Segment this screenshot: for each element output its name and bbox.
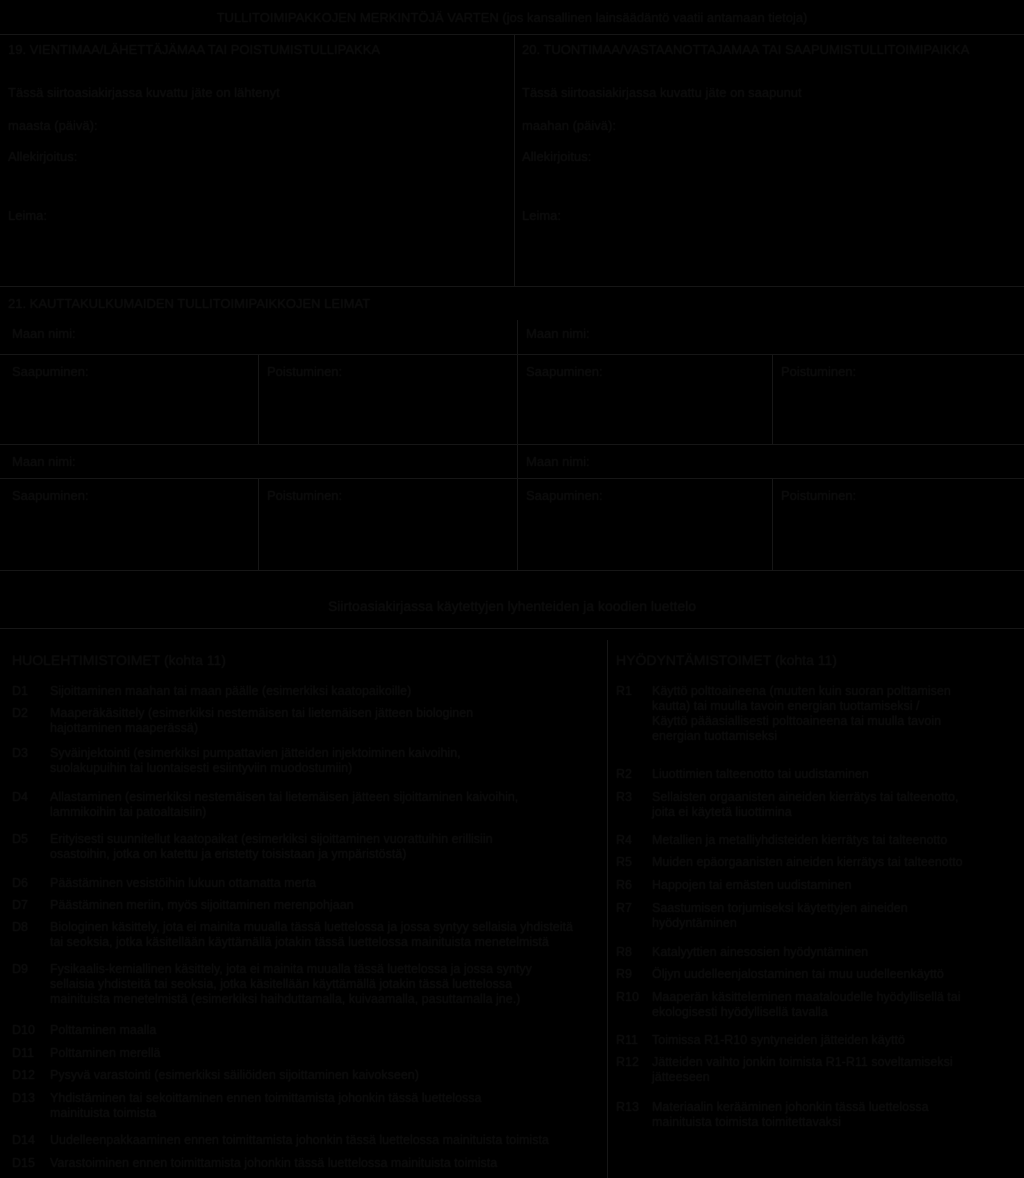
recovery-item-code: R6 xyxy=(616,878,632,892)
recovery-item-description: Maaperän käsitteleminen maataloudelle hyödyllisellä tai ekologisesti hyödyllisellä tavalla xyxy=(652,990,961,1019)
transit3-arrival-field[interactable]: Saapuminen: xyxy=(12,488,89,503)
disposal-item-description: Polttaminen maalla xyxy=(50,1023,157,1037)
recovery-item-description: Käyttö polttoaineena (muuten kuin suoran polttamisen kautta) tai muulla tavoin energian tuottamiseksi / Käyttö pääasiallisesti polttoaineena tai muulla tavoin energian tuottamiseksi xyxy=(652,684,951,743)
disposal-title: HUOLEHTIMISTOIMET (kohta 11) xyxy=(12,652,226,668)
customs-header-title: TULLITOIMIPAKKOJEN MERKINTÖJÄ VARTEN (jos kansallinen lainsäädäntö vaatii antamaan tietoja) xyxy=(216,10,808,25)
transit2-arrival-field[interactable]: Saapuminen: xyxy=(526,364,603,379)
recovery-item-description: Metallien ja metalliyhdisteiden kierrätys tai talteenotto xyxy=(652,833,948,847)
disposal-item-code: D1 xyxy=(12,684,28,698)
recovery-item-description: Sellaisten orgaanisten aineiden kierrätys tai talteenotto, joita ei käytetä liuottimina xyxy=(652,790,959,819)
divider xyxy=(0,478,1024,479)
disposal-item-code: D7 xyxy=(12,898,28,912)
disposal-item-code: D3 xyxy=(12,746,28,760)
recovery-item-code: R12 xyxy=(616,1055,639,1069)
divider xyxy=(0,286,1024,287)
recovery-item-description: Materiaalin kerääminen johonkin tässä luettelossa mainituista toimista toimitettavaksi xyxy=(652,1100,929,1129)
recovery-item-code: R7 xyxy=(616,901,632,915)
transit4-arrival-field[interactable]: Saapuminen: xyxy=(526,488,603,503)
box19-stamp-field[interactable]: Leima: xyxy=(8,208,48,223)
recovery-item-description: Happojen tai emästen uudistaminen xyxy=(652,878,852,892)
recovery-item-description: Öljyn uudelleenjalostaminen tai muu uudelleenkäyttö xyxy=(652,967,944,981)
divider xyxy=(0,628,1024,629)
recovery-item-description: Jätteiden vaihto jonkin toimista R1-R11 soveltamiseksi jätteeseen xyxy=(652,1055,953,1084)
box21-title: 21. KAUTTAKULKUMAIDEN TULLITOIMIPAIKKOJEN LEIMAT xyxy=(8,296,371,311)
divider xyxy=(0,34,1024,35)
divider xyxy=(772,354,773,444)
box20-signature-field[interactable]: Allekirjoitus: xyxy=(522,149,592,164)
divider xyxy=(0,354,1024,355)
divider xyxy=(772,478,773,570)
transit4-country-field[interactable]: Maan nimi: xyxy=(526,454,590,469)
divider xyxy=(0,444,1024,445)
disposal-item-description: Pysyvä varastointi (esimerkiksi säiliöiden sijoittaminen kaivokseen) xyxy=(50,1068,419,1082)
transit1-departure-field[interactable]: Poistuminen: xyxy=(267,364,343,379)
recovery-item-code: R5 xyxy=(616,855,632,869)
disposal-item-description: Syväinjektointi (esimerkiksi pumpattavien jätteiden injektoiminen kaivoihin, suolakupuihin tai luontaisesti esiintyviin muodostumiin) xyxy=(50,746,461,775)
disposal-item-code: D9 xyxy=(12,962,28,976)
disposal-item-code: D13 xyxy=(12,1091,35,1105)
transit2-departure-field[interactable]: Poistuminen: xyxy=(781,364,857,379)
disposal-item-description: Sijoittaminen maahan tai maan päälle (esimerkiksi kaatopaikoille) xyxy=(50,684,412,698)
disposal-item-description: Biologinen käsittely, jota ei mainita muualla tässä luettelossa ja jossa syntyy sellaisia yhdisteitä tai seoksia, jotka käsitellään käyttämällä jotakin tässä luettelossa mainituista menetelmistä xyxy=(50,920,573,949)
recovery-item-description: Muiden epäorgaanisten aineiden kierrätys tai talteenotto xyxy=(652,855,963,869)
disposal-item-description: Polttaminen merellä xyxy=(50,1046,161,1060)
disposal-item-code: D10 xyxy=(12,1023,35,1037)
box19-signature-field[interactable]: Allekirjoitus: xyxy=(8,149,78,164)
disposal-item-description: Fysikaalis-kemiallinen käsittely, jota ei mainita muualla tässä luettelossa ja jossa syntyy sellaisia yhdisteitä tai seoksia, jotka käsitellään käyttämällä jotakin tässä luettelossa mainituista menetelmistä (esimerkiksi haihduttamalla, kuivaamalla, pasuttamalla jne.) xyxy=(50,962,532,1006)
recovery-item-code: R3 xyxy=(616,790,632,804)
box20-stamp-field[interactable]: Leima: xyxy=(522,208,562,223)
divider xyxy=(517,320,518,570)
disposal-item-description: Varastoiminen ennen toimittamista johonkin tässä luettelossa mainituista toimista xyxy=(50,1156,498,1170)
recovery-item-code: R8 xyxy=(616,945,632,959)
disposal-item-description: Erityisesti suunnitellut kaatopaikat (esimerkiksi sijoittaminen vuorattuihin erillisiin osastoihin, jotka on katettu ja eristetty toisistaan ja ympäristöstä) xyxy=(50,832,493,861)
box19-date-field[interactable]: maasta (päivä): xyxy=(8,118,98,133)
disposal-item-code: D15 xyxy=(12,1156,35,1170)
disposal-item-code: D8 xyxy=(12,920,28,934)
disposal-item-code: D5 xyxy=(12,832,28,846)
recovery-item-code: R10 xyxy=(616,990,639,1004)
divider xyxy=(258,478,259,570)
codes-list-title: Siirtoasiakirjassa käytettyjen lyhenteiden ja koodien luettelo xyxy=(327,598,697,614)
divider xyxy=(514,34,515,286)
divider xyxy=(607,640,608,1178)
disposal-item-description: Päästäminen vesistöihin lukuun ottamatta merta xyxy=(50,876,317,890)
disposal-item-code: D2 xyxy=(12,706,28,720)
transit2-country-field[interactable]: Maan nimi: xyxy=(526,326,590,341)
recovery-item-code: R4 xyxy=(616,833,632,847)
disposal-item-code: D12 xyxy=(12,1068,35,1082)
transit1-country-field[interactable]: Maan nimi: xyxy=(12,326,76,341)
disposal-item-description: Uudelleenpakkaaminen ennen toimittamista johonkin tässä luettelossa mainituista toimista xyxy=(50,1133,549,1147)
divider xyxy=(0,570,1024,571)
divider xyxy=(258,354,259,444)
disposal-item-description: Päästäminen meriin, myös sijoittaminen merenpohjaan xyxy=(50,898,354,912)
disposal-item-code: D11 xyxy=(12,1046,35,1060)
recovery-title: HYÖDYNTÄMISTOIMET (kohta 11) xyxy=(616,652,837,668)
recovery-item-code: R1 xyxy=(616,684,632,698)
recovery-item-code: R11 xyxy=(616,1033,639,1047)
recovery-item-description: Toimissa R1-R10 syntyneiden jätteiden käyttö xyxy=(652,1033,905,1047)
transit4-departure-field[interactable]: Poistuminen: xyxy=(781,488,857,503)
recovery-item-code: R2 xyxy=(616,767,632,781)
box19-line1: Tässä siirtoasiakirjassa kuvattu jäte on lähtenyt xyxy=(8,85,280,100)
box19-title: 19. VIENTIMAA/LÄHETTÄJÄMAA TAI POISTUMISTULLIPAKKA xyxy=(8,42,381,57)
recovery-item-description: Katalyyttien ainesosien hyödyntäminen xyxy=(652,945,869,959)
disposal-item-code: D4 xyxy=(12,790,28,804)
disposal-item-code: D14 xyxy=(12,1133,35,1147)
transit3-departure-field[interactable]: Poistuminen: xyxy=(267,488,343,503)
disposal-item-description: Maaperäkäsittely (esimerkiksi nestemäisen tai lietemäisen jätteen biologinen hajottaminen maaperässä) xyxy=(50,706,474,735)
transit1-arrival-field[interactable]: Saapuminen: xyxy=(12,364,89,379)
disposal-item-description: Allastaminen (esimerkiksi nestemäisen tai lietemäisen jätteen sijoittaminen kaivoihin, lammikoihin tai patoaltaisiin) xyxy=(50,790,519,819)
box20-line1: Tässä siirtoasiakirjassa kuvattu jäte on saapunut xyxy=(522,85,802,100)
disposal-item-code: D6 xyxy=(12,876,28,890)
transit3-country-field[interactable]: Maan nimi: xyxy=(12,454,76,469)
box20-title: 20. TUONTIMAA/VASTAANOTTAJAMAA TAI SAAPUMISTULLITOIMIPAIKKA xyxy=(522,42,970,57)
recovery-item-description: Liuottimien talteenotto tai uudistaminen xyxy=(652,767,869,781)
recovery-item-code: R13 xyxy=(616,1100,639,1114)
disposal-item-description: Yhdistäminen tai sekoittaminen ennen toimittamista johonkin tässä luettelossa mainituista toimista xyxy=(50,1091,482,1120)
box20-date-field[interactable]: maahan (päivä): xyxy=(522,118,616,133)
recovery-item-code: R9 xyxy=(616,967,632,981)
recovery-item-description: Saastumisen torjumiseksi käytettyjen aineiden hyödyntäminen xyxy=(652,901,908,930)
